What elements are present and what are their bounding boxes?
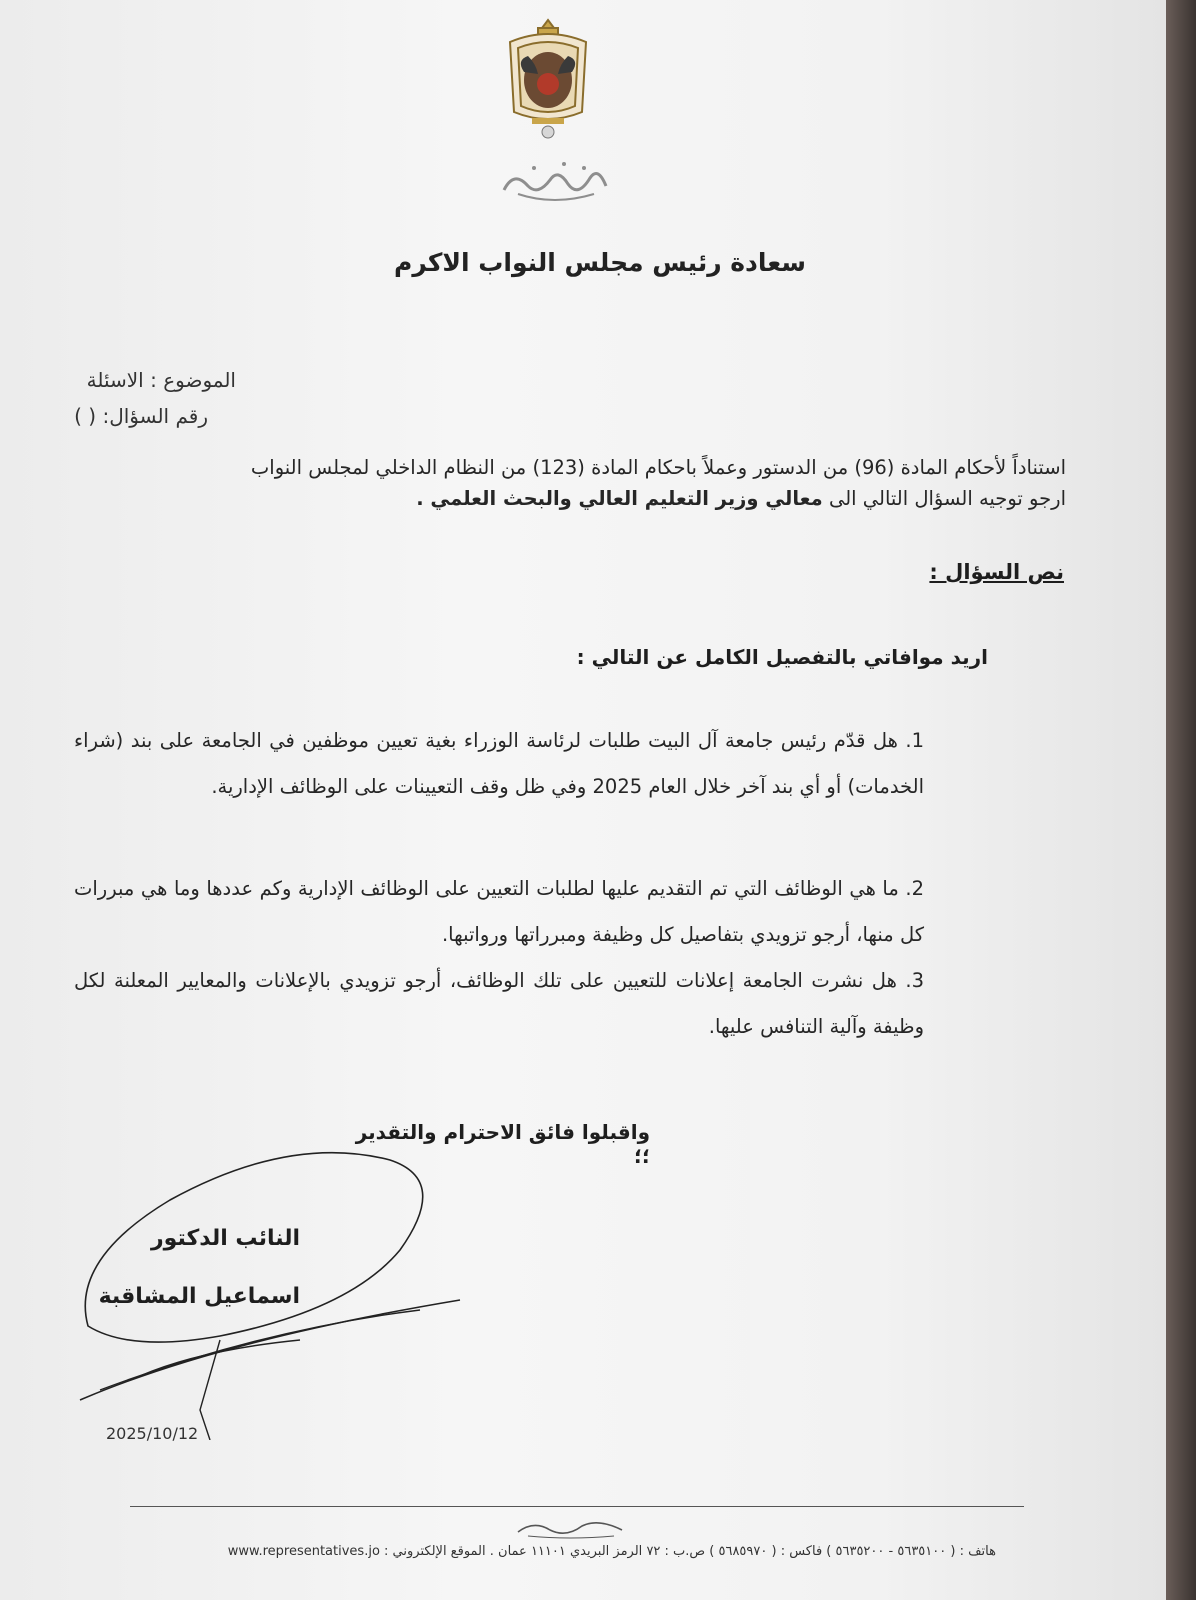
question-number: رقم السؤال: ( ) bbox=[74, 404, 208, 428]
footer-website-link[interactable]: www.representatives.jo bbox=[227, 1544, 380, 1559]
intro-line-2-prefix: ارجو توجيه السؤال التالي الى bbox=[828, 487, 1066, 510]
signatory-name: اسماعيل المشاقبة bbox=[98, 1284, 300, 1309]
intro-paragraph bbox=[160, 452, 1066, 514]
request-line: اريد موافاتي بالتفصيل الكامل عن التالي : bbox=[576, 645, 988, 669]
addressee: سعادة رئيس مجلس النواب الاكرم bbox=[394, 248, 806, 277]
footer-kingdom-logo bbox=[510, 1514, 630, 1540]
letter-date: 2025/10/12 bbox=[106, 1424, 199, 1443]
intro-line-2 bbox=[160, 483, 1066, 514]
subject-line: الموضوع : الاسئلة bbox=[86, 368, 236, 392]
question-item-1: 1. هل قدّم رئيس جامعة آل البيت طلبات لرئاسة الوزراء بغية تعيين موظفين في الجامعة على بند (شراء الخدمات) أو أي بند آخر خلال العام 2025 وفي ظل وقف التعيينات على الوظائف الإدارية. bbox=[74, 729, 924, 798]
footer-contact bbox=[150, 1544, 996, 1559]
footer-contact-text: هاتف : ( ٥٦٣٥١٠٠ - ٥٦٣٥٢٠٠ ) فاكس : ( ٥٦٨٥٩٧٠ ) ص.ب : ٧٢ الرمز البريدي ١١١٠١ عمان . الموقع الإلكتروني : bbox=[384, 1544, 996, 1559]
question-item-2: 2. ما هي الوظائف التي تم التقديم عليها لطلبات التعيين على الوظائف الإدارية وكم عددها وما هي مبررات كل منها، أرجو تزويدي بتفاصيل كل وظيفة ومبرراتها ورواتبها. bbox=[74, 877, 924, 946]
question-heading: نص السؤال : bbox=[929, 560, 1064, 584]
minister-recipient: معالي وزير التعليم العالي والبحث العلمي . bbox=[416, 487, 823, 510]
question-item-3: 3. هل نشرت الجامعة إعلانات للتعيين على تلك الوظائف، أرجو تزويدي بالإعلانات والمعايير المعلنة لكل وظيفة وآلية التنافس عليها. bbox=[74, 969, 924, 1038]
page-edge-shadow bbox=[1166, 0, 1196, 1600]
council-logo bbox=[494, 150, 614, 208]
signatory-title: النائب الدكتور bbox=[151, 1226, 300, 1251]
intro-line-1: استناداً لأحكام المادة (96) من الدستور وعملاً باحكام المادة (123) من النظام الداخلي لمجلس النواب bbox=[250, 456, 1066, 479]
footer-divider bbox=[130, 1506, 1024, 1507]
closing-line: واقبلوا فائق الاحترام والتقدير ؛؛ bbox=[355, 1120, 650, 1168]
crest-emblem bbox=[498, 14, 598, 140]
